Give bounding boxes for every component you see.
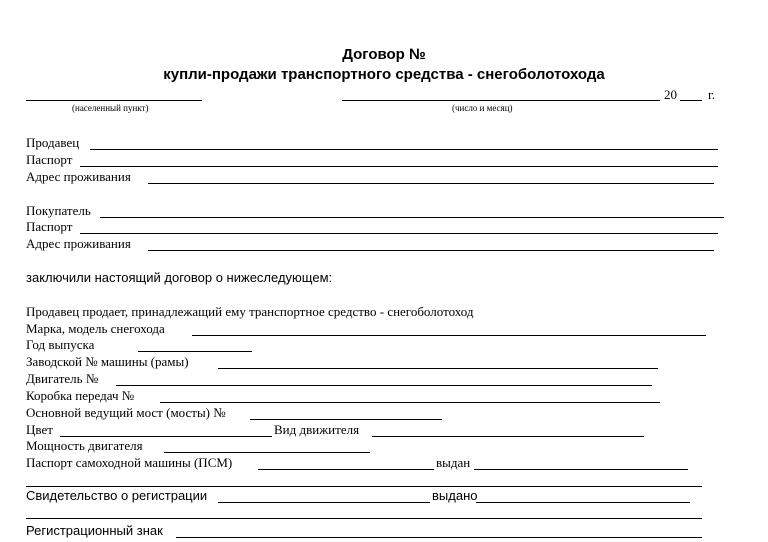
document-title: Договор №	[342, 46, 426, 63]
psm-continuation-line	[26, 486, 702, 487]
psm-label: Паспорт самоходной машины (ПСМ)	[26, 455, 233, 470]
date-line	[342, 100, 660, 101]
axle-line	[250, 419, 442, 420]
seller-passport-label: Паспорт	[26, 152, 73, 167]
engine-line	[116, 385, 652, 386]
seller-label: Продавец	[26, 135, 80, 150]
psm-issued-label: выдан	[436, 455, 471, 470]
year-line	[680, 100, 702, 101]
seller-address-line	[148, 183, 714, 184]
gearbox-label: Коробка передач №	[26, 388, 135, 403]
buyer-passport-label: Паспорт	[26, 219, 73, 234]
seller-line	[90, 149, 718, 150]
sale-statement: Продавец продает, принадлежащий ему транспортное средство - снегоболотоход	[26, 304, 474, 319]
certificate-issued-label: выдано	[432, 488, 478, 503]
certificate-label: Свидетельство о регистрации	[26, 488, 208, 503]
buyer-line	[100, 217, 724, 218]
gearbox-line	[160, 402, 660, 403]
certificate-continuation-line	[26, 518, 702, 519]
date-caption: (число и месяц)	[452, 103, 513, 113]
certificate-line	[218, 502, 430, 503]
intro-text: заключили настоящий договор о нижеследующем:	[26, 270, 333, 285]
place-line	[26, 100, 202, 101]
brand-label: Марка, модель снегохода	[26, 321, 165, 336]
psm-issued-line	[474, 469, 688, 470]
psm-line	[258, 469, 434, 470]
color-line	[60, 436, 272, 437]
serial-label: Заводской № машины (рамы)	[26, 354, 189, 369]
brand-line	[192, 335, 706, 336]
year-label: Год выпуска	[26, 337, 95, 352]
propulsion-line	[372, 436, 644, 437]
buyer-passport-line	[80, 233, 718, 234]
serial-line	[218, 368, 658, 369]
year-field-line	[138, 351, 252, 352]
seller-address-label: Адрес проживания	[26, 169, 131, 184]
axle-label: Основной ведущий мост (мосты) №	[26, 405, 226, 420]
plate-label: Регистрационный знак	[26, 523, 163, 538]
certificate-issued-line	[476, 502, 690, 503]
engine-label: Двигатель №	[26, 371, 99, 386]
buyer-address-line	[148, 250, 714, 251]
plate-line	[176, 537, 702, 538]
buyer-address-label: Адрес проживания	[26, 236, 131, 251]
color-label: Цвет	[26, 422, 53, 437]
place-caption: (населенный пункт)	[72, 103, 149, 113]
year-prefix: 20	[664, 87, 677, 102]
power-line	[164, 452, 370, 453]
power-label: Мощность двигателя	[26, 438, 143, 453]
propulsion-label: Вид движителя	[274, 422, 360, 437]
year-suffix: г.	[708, 87, 716, 102]
buyer-label: Покупатель	[26, 203, 91, 218]
document-subtitle: купли-продажи транспортного средства - снегоболотохода	[163, 66, 605, 83]
seller-passport-line	[80, 166, 718, 167]
